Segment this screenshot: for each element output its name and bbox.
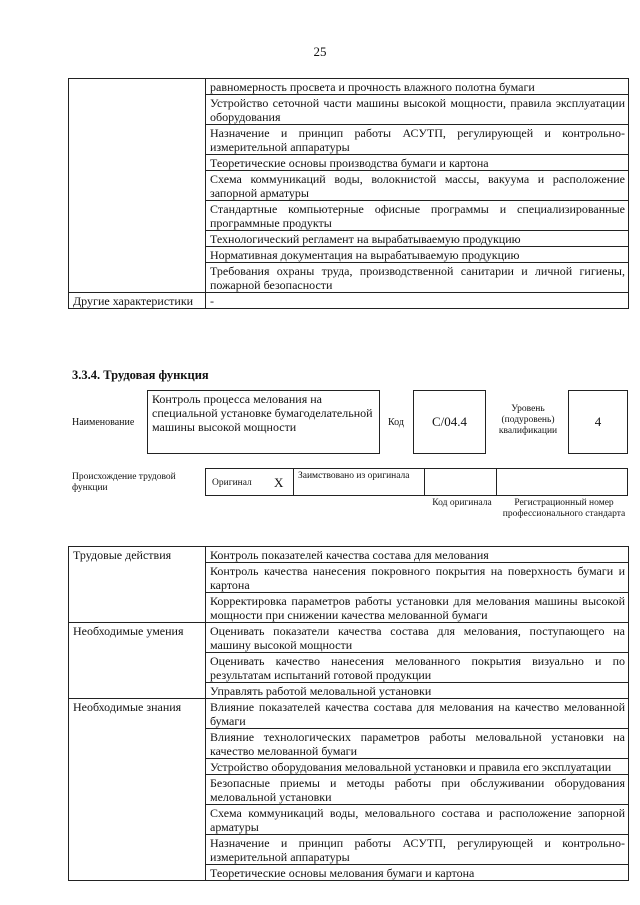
level-label: Уровень (подуровень) квалификации	[498, 404, 558, 436]
divider	[293, 469, 294, 495]
table-row	[69, 699, 629, 729]
table-cell: Оценивать качество нанесения мелованного покрытия визуально и по результатам испытаний готовой продукции	[206, 653, 629, 683]
level-box: 4	[568, 390, 628, 454]
table-row	[69, 293, 629, 309]
name-label: Наименование	[72, 417, 135, 428]
reg-number-label: Регистрационный номер профессионального стандарта	[502, 498, 626, 519]
table-row	[69, 547, 629, 563]
table-cell: Схема коммуникаций воды, волокнистой массы, вакуума и расположение запорной арматуры	[206, 171, 629, 201]
table-cell: Назначение и принцип работы АСУТП, регулирующей и контрольно-измерительной аппаратуры	[206, 125, 629, 155]
table-cell: Схема коммуникаций воды, меловального состава и расположение запорной арматуры	[206, 805, 629, 835]
page-number: 25	[313, 44, 327, 59]
origin-label: Происхождение трудовой функции	[72, 472, 176, 493]
table-cell: Назначение и принцип работы АСУТП, регулирующей и контрольно-измерительной аппаратуры	[206, 835, 629, 865]
row-label-cell	[69, 79, 206, 293]
function-code-box: C/04.4	[413, 390, 486, 454]
origin-row	[205, 468, 628, 496]
table-cell: Влияние технологических параметров работы меловальной установки на качество мелованной бумаги	[206, 729, 629, 759]
table-cell: Оценивать показатели качества состава для мелования, поступающего на машину высокой мощности	[206, 623, 629, 653]
table-cell: Влияние показателей качества состава для мелования на качество мелованной бумаги	[206, 699, 629, 729]
table-cell: Нормативная документация на вырабатываемую продукцию	[206, 247, 629, 263]
actions-label: Трудовые действия	[69, 547, 206, 623]
table-cell: Требования охраны труда, производственной санитарии и личной гигиены, пожарной безопасности	[206, 263, 629, 293]
table-cell: Устройство оборудования меловальной установки и правила его эксплуатации	[206, 759, 629, 775]
borrowed-label: Заимствовано из оригинала	[298, 471, 410, 481]
knowledge-label: Необходимые знания	[69, 699, 206, 881]
table-cell: Контроль качества нанесения покровного покрытия на поверхность бумаги и картона	[206, 563, 629, 593]
table-cell: Технологический регламент на вырабатываемую продукцию	[206, 231, 629, 247]
other-characteristics-label: Другие характеристики	[69, 293, 206, 309]
table-cell: Стандартные компьютерные офисные программы и специализированные программные продукты	[206, 201, 629, 231]
table-cell: Теоретические основы производства бумаги и картона	[206, 155, 629, 171]
table-cell: Контроль показателей качества состава для мелования	[206, 547, 629, 563]
divider	[424, 469, 425, 495]
section-title: 3.3.4. Трудовая функция	[72, 368, 209, 382]
original-label: Оригинал	[212, 478, 252, 488]
table-cell: Корректировка параметров работы установки для мелования машины высокой мощности при снижении качества мелованной бумаги	[206, 593, 629, 623]
code-original-label: Код оригинала	[432, 498, 492, 508]
function-details-table	[68, 546, 629, 881]
table-cell: Теоретические основы мелования бумаги и картона	[206, 865, 629, 881]
table-row	[69, 623, 629, 653]
original-mark: X	[274, 475, 284, 490]
table-cell: Безопасные приемы и методы работы при обслуживании оборудования меловальной установки	[206, 775, 629, 805]
table-cell: Управлять работой меловальной установки	[206, 683, 629, 699]
table-cell: Устройство сеточной части машины высокой мощности, правила эксплуатации оборудования	[206, 95, 629, 125]
other-characteristics-value: -	[206, 293, 629, 309]
table-cell: равномерность просвета и прочность влажного полотна бумаги	[206, 79, 629, 95]
skills-label: Необходимые умения	[69, 623, 206, 699]
knowledge-table-continued	[68, 78, 629, 309]
code-label: Код	[388, 417, 404, 428]
table-row	[69, 79, 629, 95]
divider	[496, 469, 497, 495]
function-name-box: Контроль процесса мелования на специальной установке бумагоделательной машины высокой мощности	[147, 390, 380, 454]
